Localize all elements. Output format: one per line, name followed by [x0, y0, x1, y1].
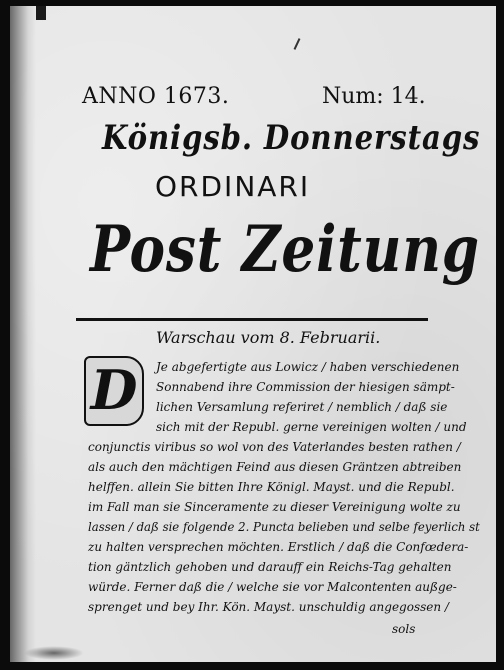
ornamental-drop-cap: D: [84, 356, 144, 426]
binding-mark: [36, 6, 46, 20]
article-line: Je abgefertigte aus Lowicz / haben verschiedenen: [156, 360, 460, 374]
article-line: helffen. allein Sie bitten Ihre Königl. Mayst. und die Republ.: [88, 480, 455, 494]
catchword: sols: [392, 622, 416, 636]
article-line: sich mit der Republ. gerne vereinigen wolten / und: [156, 420, 467, 434]
ink-mark: [294, 38, 301, 50]
masthead-line-1: Königsb. Donnerstags: [102, 118, 481, 158]
masthead-rule: [76, 318, 428, 321]
article-line: Sonnabend ihre Commission der hiesigen sämpt-: [156, 380, 455, 394]
article-line: lassen / daß sie folgende 2. Puncta belieben und selbe feyerlich st: [88, 520, 480, 534]
article-line: lichen Versamlung referiret / nemblich / daß sie: [156, 400, 448, 414]
masthead-title: Post Zeitung: [90, 212, 480, 287]
article-line: zu halten versprechen möchten. Erstlich / daß die Confœdera-: [88, 540, 469, 554]
newspaper-page: [10, 6, 496, 662]
article-line: conjunctis viribus so wol von des Vaterlandes besten rathen /: [88, 440, 461, 454]
article-line: tion gäntzlich gehoben und darauff ein Reichs-Tag gehalten: [88, 560, 452, 574]
year-label: ANNO 1673.: [82, 84, 230, 109]
article-line: sprenget und bey Ihr. Kön. Mayst. unschuldig angegossen /: [88, 600, 449, 614]
dateline: Warschau vom 8. Februarii.: [156, 328, 381, 347]
issue-number: Num: 14.: [322, 84, 426, 109]
article-line: im Fall man sie Sinceramente zu dieser Vereinigung wolte zu: [88, 500, 461, 514]
page-stain: [24, 646, 84, 660]
article-line: würde. Ferner daß die / welche sie vor Malcontenten außge-: [88, 580, 457, 594]
article-line: als auch den mächtigen Feind aus diesen Gräntzen abtreiben: [88, 460, 462, 474]
binding-shadow: [10, 6, 36, 662]
masthead-line-2: ORDINARI: [155, 170, 311, 203]
